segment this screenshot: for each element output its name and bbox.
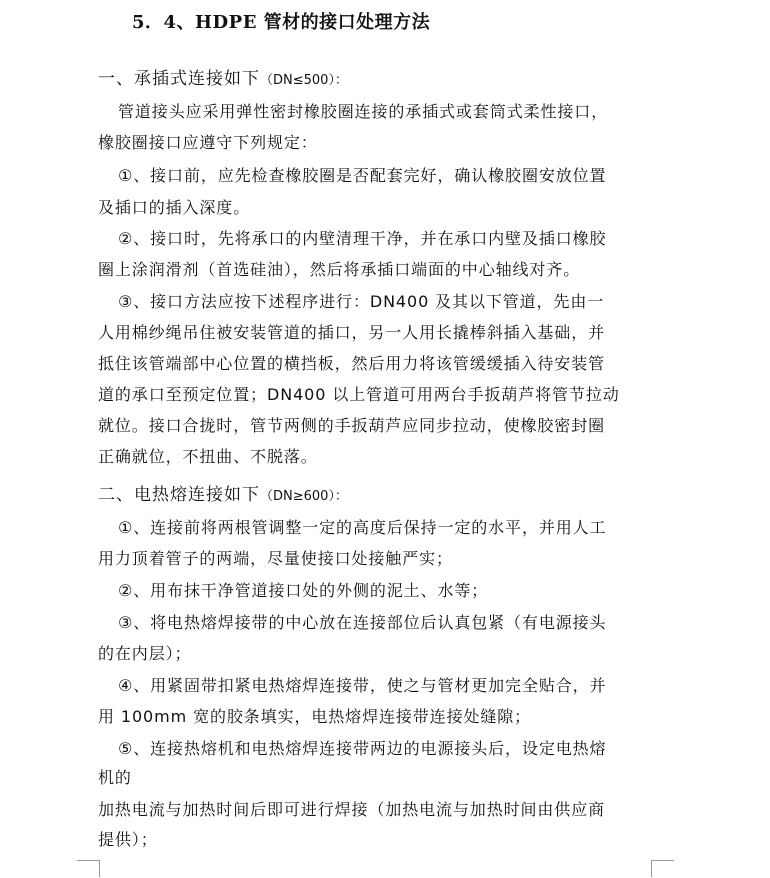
paragraph-line: 提供）； [98, 830, 158, 849]
heading-text: 一、承插式连接如下 [98, 69, 260, 89]
heading-note: （DN≤500）： [260, 73, 348, 88]
paragraph-line: 机的 [98, 768, 132, 787]
paragraph-line: ⑤、连接热熔机和电热熔焊连接带两边的电源接头后，设定电热熔 [118, 739, 607, 758]
paragraph-line: 道的承口至预定位置；DN400 以上管道可用两台手扳葫芦将管节拉动 [98, 385, 620, 404]
paragraph-line: ②、接口时，先将承口的内壁清理干净，并在承口内壁及插口橡胶 [118, 229, 607, 248]
paragraph-line: 加热电流与加热时间后即可进行焊接（加热电流与加热时间由供应商 [98, 800, 606, 819]
paragraph-line: 及插口的插入深度。 [98, 198, 251, 217]
paragraph-line: 圈上涂润滑剂（首选硅油），然后将承插口端面的中心轴线对齐。 [98, 260, 581, 279]
paragraph-line: ①、连接前将两根管调整一定的高度后保持一定的水平，并用人工 [118, 518, 607, 537]
paragraph-line: ②、用布抹干净管道接口处的外侧的泥土、水等； [118, 581, 489, 600]
paragraph-line: 正确就位，不扭曲、不脱落。 [98, 447, 318, 466]
heading-socket-connection [98, 64, 348, 89]
heading-text: 二、电热熔连接如下 [98, 485, 260, 505]
margin-corner-mark-right [651, 860, 674, 877]
paragraph-line: ③、接口方法应按下述程序进行：DN400 及其以下管道，先由一 [118, 292, 605, 311]
paragraph-line: 的在内层）； [98, 644, 192, 663]
paragraph-line: 抵住该管端部中心位置的横挡板，然后用力将该管缓缓插入待安装管 [98, 354, 606, 373]
heading-note: （DN≥600）： [260, 489, 348, 504]
paragraph-line: ④、用紧固带扣紧电热熔焊连接带，使之与管材更加完全贴合，并 [118, 676, 607, 695]
margin-corner-mark-left [77, 860, 100, 877]
paragraph-line: 管道接头应采用弹性密封橡胶圈连接的承插式或套筒式柔性接口， [118, 102, 609, 121]
paragraph-line: 橡胶圈接口应遵守下列规定： [98, 133, 318, 152]
paragraph-line: ①、接口前，应先检查橡胶圈是否配套完好，确认橡胶圈安放位置 [118, 166, 607, 185]
paragraph-line: 用 100mm 宽的胶条填实，电热熔焊连接带连接处缝隙； [98, 707, 532, 726]
section-title: 5．4、HDPE 管材的接口处理方法 [132, 12, 431, 33]
heading-electrofusion-connection [98, 480, 348, 505]
paragraph-line: ③、将电热熔焊接带的中心放在连接部位后认真包紧（有电源接头 [118, 613, 607, 632]
paragraph-line: 就位。接口合拢时，管节两侧的手扳葫芦应同步拉动，使橡胶密封圈 [98, 416, 606, 435]
paragraph-line: 用力顶着管子的两端，尽量使接口处接触严实； [98, 549, 453, 568]
paragraph-line: 人用棉纱绳吊住被安装管道的插口，另一人用长撬棒斜插入基础，并 [98, 323, 606, 342]
